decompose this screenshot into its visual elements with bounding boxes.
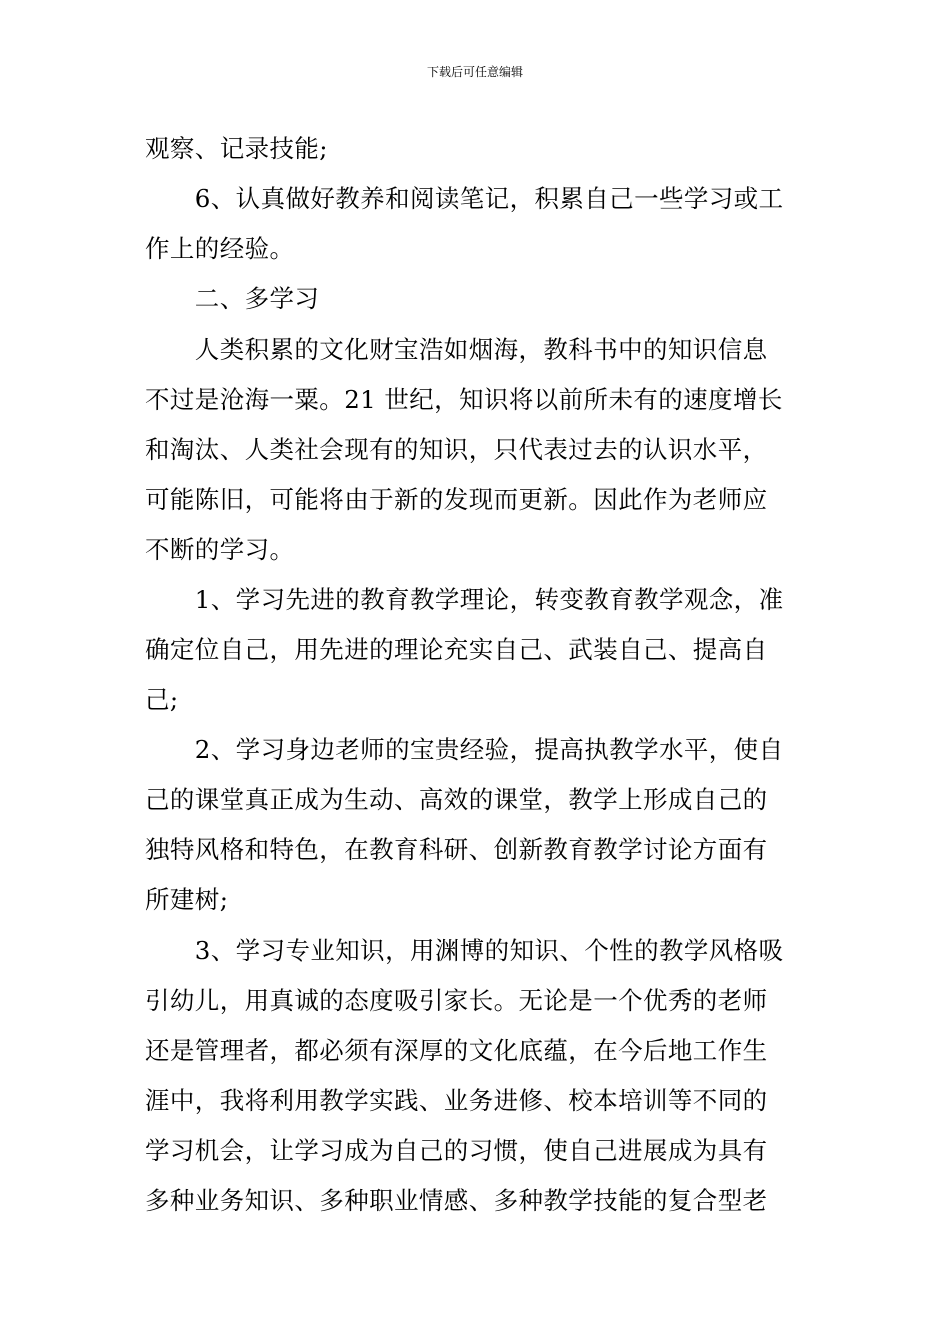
- body-line: 学习机会，让学习成为自己的习惯，使自己进展成为具有: [145, 1136, 768, 1165]
- body-line: 作上的经验。: [145, 234, 295, 263]
- body-line: 可能陈旧，可能将由于新的发现而更新。因此作为老师应: [145, 485, 768, 514]
- body-line: 1、学习先进的教育教学理论，转变教育教学观念，准: [145, 585, 784, 614]
- body-line: 多种业务知识、多种职业情感、多种教学技能的复合型老: [145, 1186, 768, 1215]
- body-line: 涯中，我将利用教学实践、业务进修、校本培训等不同的: [145, 1086, 768, 1115]
- body-line: 己的课堂真正成为生动、高效的课堂，教学上形成自己的: [145, 785, 768, 814]
- body-line: 还是管理者，都必须有深厚的文化底蕴，在今后地工作生: [145, 1036, 768, 1065]
- body-line: 2、学习身边老师的宝贵经验，提高执教学水平，使自: [145, 735, 784, 764]
- body-line: 所建树;: [145, 885, 229, 914]
- body-line: 确定位自己，用先进的理论充实自己、武装自己、提高自: [145, 635, 768, 664]
- body-line: 和淘汰、人类社会现有的知识，只代表过去的认识水平，: [145, 435, 768, 464]
- section-heading: 二、多学习: [145, 284, 320, 313]
- body-line: 引幼儿，用真诚的态度吸引家长。无论是一个优秀的老师: [145, 986, 768, 1015]
- body-line: 己;: [145, 685, 179, 714]
- body-line: 观察、记录技能;: [145, 134, 328, 163]
- body-line: 独特风格和特色，在教育科研、创新教育教学讨论方面有: [145, 835, 768, 864]
- body-line: 6、认真做好教养和阅读笔记，积累自己一些学习或工: [145, 184, 784, 213]
- body-line: 不断的学习。: [145, 535, 295, 564]
- body-line: 3、学习专业知识，用渊博的知识、个性的教学风格吸: [145, 936, 784, 965]
- body-line: 人类积累的文化财宝浩如烟海，教科书中的知识信息: [145, 335, 768, 364]
- page-header: 下载后可任意编辑: [426, 65, 523, 79]
- body-line: 不过是沧海一粟。21 世纪，知识将以前所未有的速度增长: [145, 385, 783, 414]
